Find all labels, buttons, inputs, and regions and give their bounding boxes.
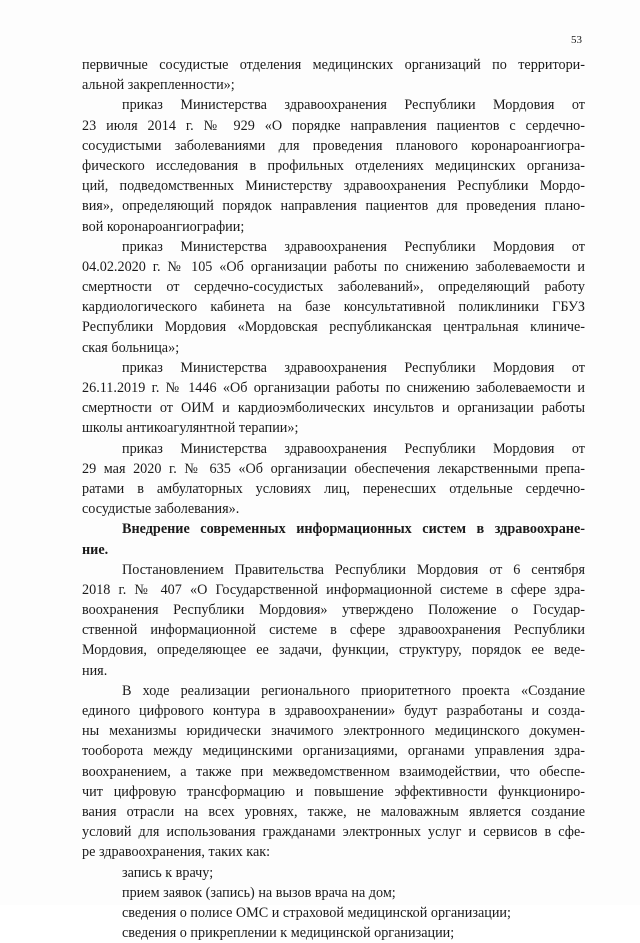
text-line: ская больница»;: [82, 339, 180, 356]
text-line: Мордовия, определяющее ее задачи, функции, структуру, порядок ее веде-: [82, 642, 585, 659]
text-line: Внедрение современных информационных систем в здравоохране-: [122, 521, 585, 538]
text-line: сведения о полисе ОМС и страховой медицинской организации;: [122, 904, 511, 921]
text-line: смертности от ОИМ и кардиоэмболических инсультов и организации работы: [82, 400, 585, 417]
text-line: ния.: [82, 662, 108, 679]
text-line: сведения о прикреплении к медицинской организации;: [122, 925, 455, 942]
text-line: кардиологического кабинета на базе консультативной поликлиники ГБУЗ: [82, 299, 585, 316]
text-line: приказ Министерства здравоохранения Республики Мордовия от: [122, 440, 585, 457]
paragraph: [82, 358, 585, 439]
section-heading: [82, 519, 585, 559]
text-line: тооборота между медицинскими организациями, органами управления здра-: [82, 743, 585, 760]
page-number: 53: [571, 34, 582, 46]
text-line: ны механизмы юридически значимого электронного медицинского докумен-: [82, 723, 585, 740]
text-line: единого цифрового контура в здравоохранении» будут разработаны и созда-: [82, 703, 585, 719]
text-line: ние.: [82, 541, 109, 558]
list-item: [82, 903, 585, 923]
text-line: вания отрасли на всех уровнях, также, не маловажным является создание: [82, 803, 585, 820]
text-line: смертности от сердечно-сосудистых заболеваний», определяющий работу: [82, 279, 585, 296]
text-line: приказ Министерства здравоохранения Республики Мордовия от: [122, 97, 585, 114]
text-line: приказ Министерства здравоохранения Республики Мордовия от: [122, 238, 585, 255]
text-line: чит цифровую трансформацию и повышение эффективности функциониро-: [82, 783, 585, 800]
paragraph: [82, 681, 585, 863]
text-line: сосудистыми заболеваниями для проведения планового коронароангиогра-: [82, 137, 585, 154]
text-line: Республики Мордовия «Мордовская республиканская центральная клиниче-: [82, 319, 585, 336]
text-line: 2018 г. № 407 «О Государственной информационной системе в сфере здра-: [82, 581, 585, 598]
text-line: 04.02.2020 г. № 105 «Об организации работы по снижению заболеваемости и: [82, 258, 585, 275]
paragraph: [82, 95, 585, 236]
text-line: воохранением, а также при межведомственном взаимодействии, что обеспе-: [82, 763, 585, 780]
text-line: ственной информационной системе в сфере здравоохранения Республики: [82, 622, 585, 639]
text-line: фического исследования в профильных отделениях медицинских организа-: [82, 157, 585, 174]
text-line: сосудистые заболевания».: [82, 501, 240, 518]
paragraph: [82, 55, 585, 95]
text-line: ре здравоохранения, таких как:: [82, 844, 271, 861]
text-line: 29 мая 2020 г. № 635 «Об организации обеспечения лекарственными препа-: [82, 460, 585, 477]
text-line: ратами в амбулаторных условиях лиц, перенесших отдельные сердечно-: [82, 480, 585, 497]
text-line: Постановлением Правительства Республики Мордовия от 6 сентября: [122, 561, 585, 578]
text-line: 26.11.2019 г. № 1446 «Об организации работы по снижению заболеваемости и: [82, 380, 585, 396]
document-body: [82, 55, 585, 943]
text-line: воохранения Республики Мордовия» утверждено Положение о Государ-: [82, 602, 585, 619]
paragraph: [82, 237, 585, 358]
text-line: вой коронароангиографии;: [82, 218, 245, 235]
text-line: 23 июля 2014 г. № 929 «О порядке направления пациентов с сердечно-: [82, 117, 585, 134]
list-item: [82, 923, 585, 943]
text-line: ций, подведомственных Министерству здравоохранения Республики Мордо-: [82, 178, 585, 195]
paragraph: [82, 439, 585, 520]
text-line: В ходе реализации регионального приоритетного проекта «Создание: [122, 682, 585, 699]
text-line: прием заявок (запись) на вызов врача на дом;: [122, 884, 396, 901]
text-line: школы антикоагулянтной терапии»;: [82, 420, 299, 437]
list-item: [82, 883, 585, 903]
list-item: [82, 863, 585, 883]
text-line: первичные сосудистые отделения медицинских организаций по территори-: [82, 57, 585, 73]
paragraph: [82, 560, 585, 681]
text-line: вия», определяющий порядок направления пациентов для проведения плано-: [82, 198, 585, 215]
text-line: запись к врачу;: [122, 864, 214, 881]
text-line: приказ Министерства здравоохранения Республики Мордовия от: [122, 359, 585, 376]
text-line: альной закрепленности»;: [82, 77, 235, 94]
text-line: условий для использования гражданами электронных услуг и сервисов в сфе-: [82, 824, 585, 841]
